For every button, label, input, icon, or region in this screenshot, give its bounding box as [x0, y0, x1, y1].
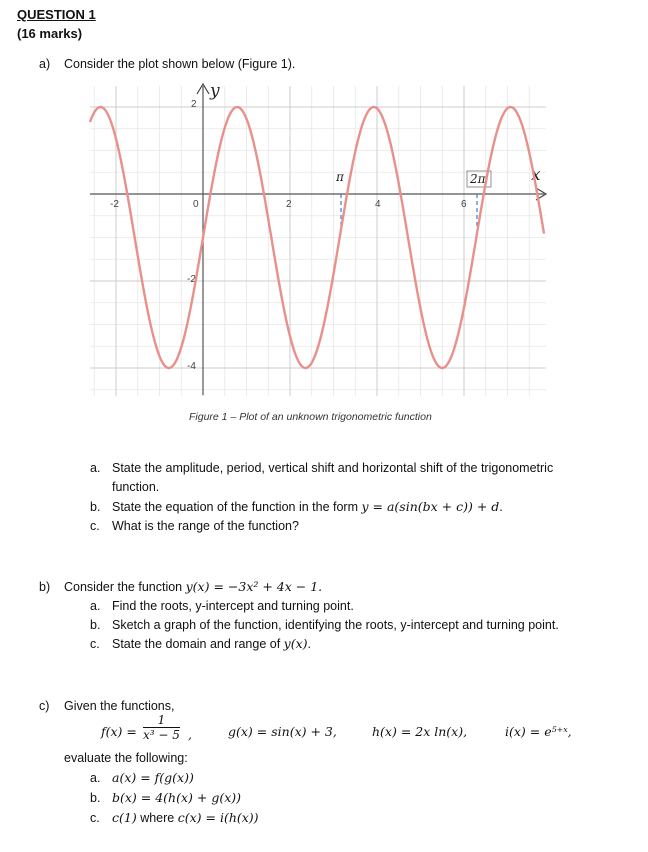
g-definition: g(x) = sin(x) + 3, [228, 724, 337, 739]
x-tick-label: 4 [375, 199, 381, 210]
part-c-item-c-text: where [136, 811, 178, 825]
f-denominator: x³ − 5 [143, 728, 180, 742]
part-c-item-c [112, 810, 259, 826]
part-b-marker: b) [39, 580, 51, 594]
question-marks: (16 marks) [17, 26, 83, 41]
list-item-marker: a. [90, 599, 101, 613]
equation-form: y = a(sin(bx + c)) + d [361, 499, 500, 514]
part-a-item-c-text: What is the range of the function? [112, 519, 299, 533]
trig-plot [0, 0, 648, 410]
list-item-marker: b. [90, 791, 101, 805]
part-a-item-b [112, 499, 503, 515]
part-a-item-a-cont: function. [112, 480, 160, 494]
y-axis-name: y [210, 81, 220, 101]
part-b-function: y(x) = −3x² + 4x − 1. [185, 579, 323, 594]
h-definition: h(x) = 2x ln(x), [372, 724, 468, 739]
list-item-marker: c. [90, 811, 100, 825]
y-tick-label: -2 [187, 274, 196, 285]
f-fraction [143, 714, 180, 742]
part-b-item-b-text: Sketch a graph of the function, identifying the roots, y-intercept and turning point. [112, 618, 559, 632]
part-c-marker: c) [39, 699, 50, 713]
part-c-item-a-math: a(x) = f(g(x)) [112, 770, 194, 785]
list-item-marker: b. [90, 500, 101, 514]
list-item-marker: c. [90, 637, 100, 651]
part-c-item-b-math: b(x) = 4(h(x) + g(x)) [112, 790, 242, 805]
part-b-intro-text: Consider the function [64, 580, 186, 594]
list-item-marker: a. [90, 771, 101, 785]
list-item-marker: a. [90, 461, 101, 475]
y-tick-label: 2 [191, 99, 197, 110]
part-a-marker: a) [39, 57, 51, 71]
x-tick-label: 2 [286, 199, 292, 210]
part-b-item-c-text: State the domain and range of [112, 637, 284, 651]
punct: . [307, 637, 312, 651]
part-b-item-c-math: y(x) [283, 636, 308, 651]
part-c-intro: Given the functions, [64, 699, 175, 713]
pi-label: π [336, 170, 344, 184]
x-tick-label: -2 [110, 199, 119, 210]
y-tick-label: -4 [187, 361, 196, 372]
f-numerator: 1 [143, 714, 180, 728]
evaluate-text: evaluate the following: [64, 751, 188, 765]
part-a-item-a-text: State the amplitude, period, vertical shift and horizontal shift of the trigonometric [112, 461, 554, 475]
x-axis-name: x [531, 165, 541, 185]
two-pi-label: 2π [470, 172, 486, 186]
part-b-item-c [112, 636, 311, 652]
i-definition: i(x) = e⁵⁺ˣ, [505, 724, 572, 739]
punct: . [499, 500, 503, 514]
part-c-item-c-math: c(1) [112, 810, 137, 825]
x-tick-label: 0 [193, 199, 199, 210]
part-c-item-c-math2: c(x) = i(h(x)) [177, 810, 259, 825]
f-lhs: f(x) = [101, 724, 137, 739]
f-comma: , [188, 727, 192, 742]
figure-caption: Figure 1 – Plot of an unknown trigonometric function [189, 411, 432, 423]
question-title: QUESTION 1 [17, 7, 96, 22]
part-b-intro [64, 579, 322, 595]
part-b-item-a-text: Find the roots, y-intercept and turning point. [112, 599, 354, 613]
list-item-marker: b. [90, 618, 101, 632]
x-tick-label: 6 [461, 199, 467, 210]
list-item-marker: c. [90, 519, 100, 533]
part-a-item-b-text: State the equation of the function in the form [112, 500, 362, 514]
part-a-intro: Consider the plot shown below (Figure 1). [64, 57, 296, 71]
